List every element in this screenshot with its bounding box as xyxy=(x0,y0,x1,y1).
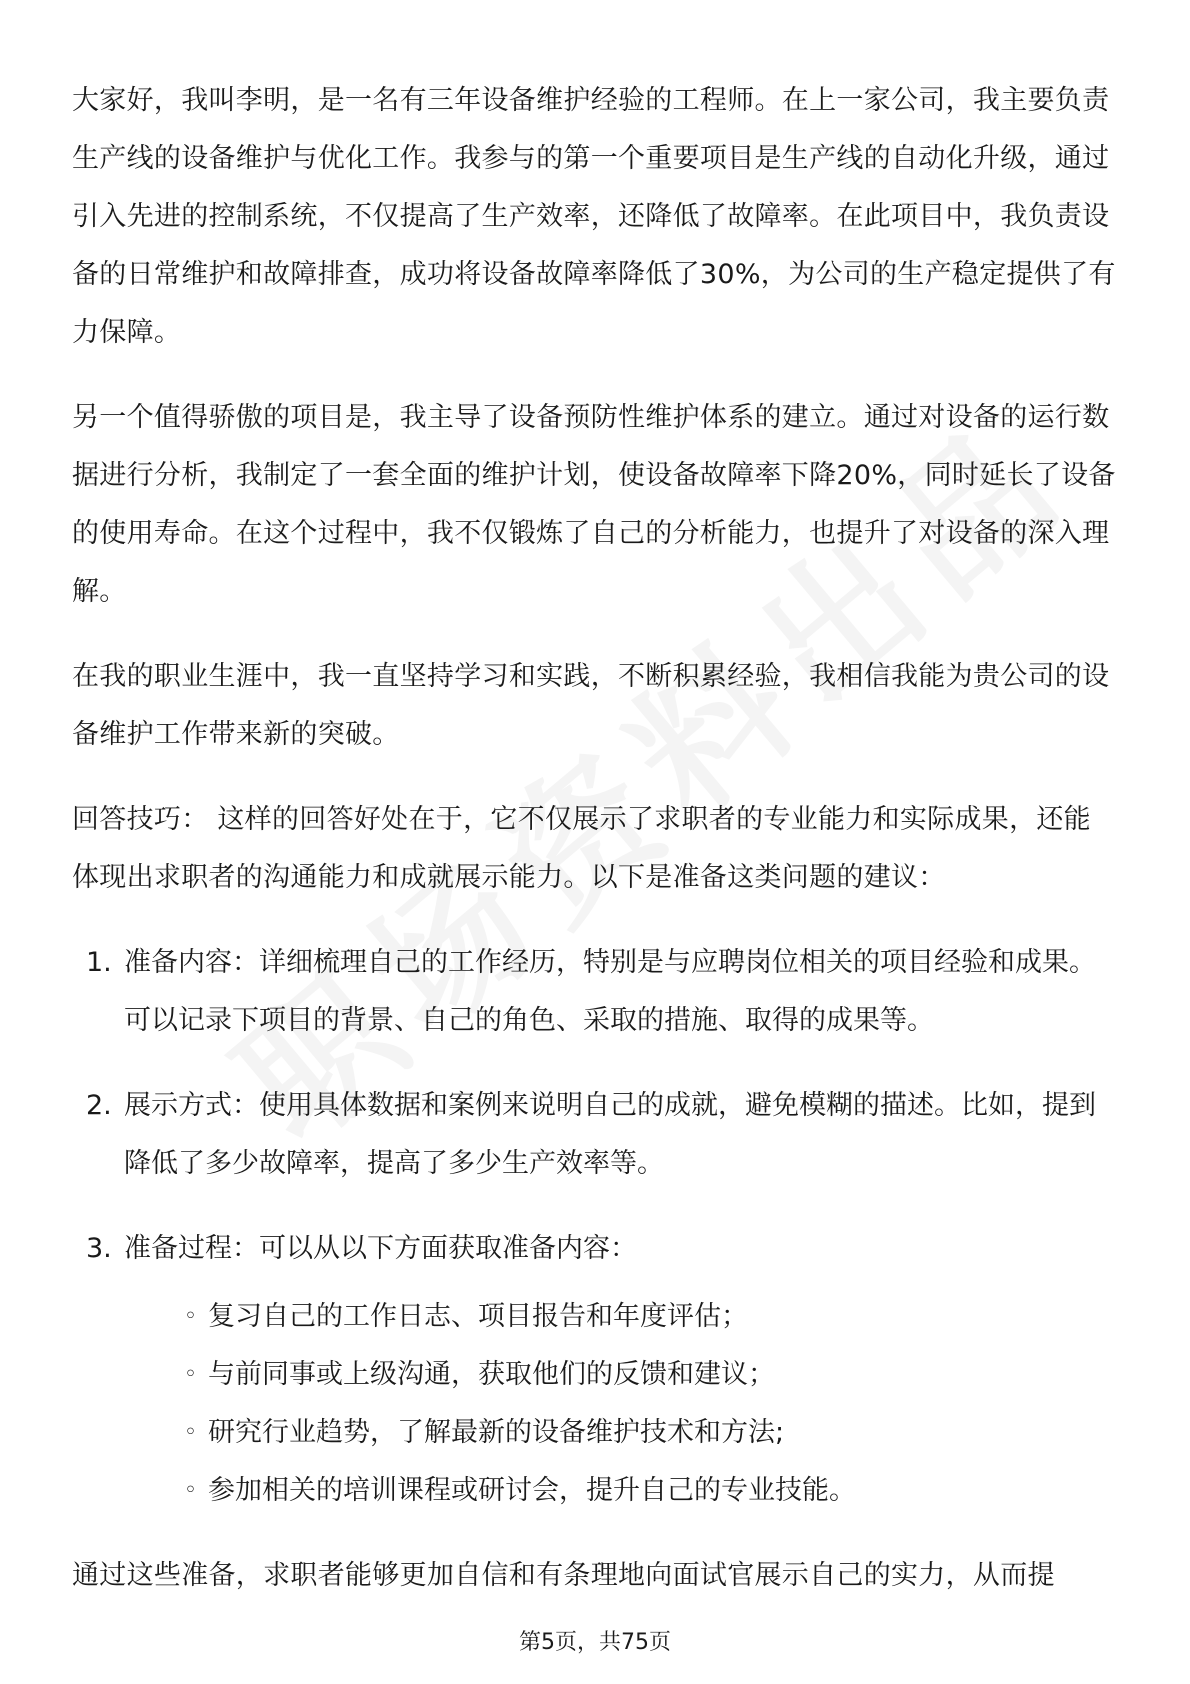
sub-list-item xyxy=(184,1404,1118,1462)
sub-list-item xyxy=(184,1462,1118,1520)
tip-number: 1. xyxy=(86,947,112,978)
sub-list xyxy=(124,1288,1118,1520)
page-number: 第5页，共75页 xyxy=(519,1630,671,1655)
sub-list-item xyxy=(184,1346,1118,1404)
tip-text: 准备过程：可以从以下方面获取准备内容： xyxy=(124,1233,637,1264)
tip-number: 3. xyxy=(86,1233,112,1264)
bullet-icon: ◦ xyxy=(184,1304,197,1329)
paragraph-tips-intro: 回答技巧： 这样的回答好处在于，它不仅展示了求职者的专业能力和实际成果，还能体现出求职者的沟通能力和成就展示能力。以下是准备这类问题的建议： xyxy=(72,804,1091,893)
sub-item-text: 与前同事或上级沟通，获取他们的反馈和建议； xyxy=(208,1359,775,1390)
tip-number: 2. xyxy=(86,1090,112,1121)
paragraph-project: 另一个值得骄傲的项目是，我主导了设备预防性维护体系的建立。通过对设备的运行数据进行分析，我制定了一套全面的维护计划，使设备故障率下降20%，同时延长了设备的使用寿命。在这个过程中，我不仅锻炼了自己的分析能力，也提升了对设备的深入理解。 xyxy=(72,402,1116,607)
paragraph-intro: 大家好，我叫李明，是一名有三年设备维护经验的工程师。在上一家公司，我主要负责生产线的设备维护与优化工作。我参与的第一个重要项目是生产线的自动化升级，通过引入先进的控制系统，不仅提高了生产效率，还降低了故障率。在此项目中，我负责设备的日常维护和故障排查，成功将设备故障率降低了30%，为公司的生产稳定提供了有力保障。 xyxy=(72,85,1116,348)
sub-item-text: 复习自己的工作日志、项目报告和年度评估； xyxy=(208,1301,748,1332)
paragraph-career: 在我的职业生涯中，我一直坚持学习和实践，不断积累经验，我相信我能为贵公司的设备维护工作带来新的突破。 xyxy=(72,661,1110,750)
tip-text: 展示方式：使用具体数据和案例来说明自己的成就，避免模糊的描述。比如，提到降低了多少故障率，提高了多少生产效率等。 xyxy=(124,1090,1096,1179)
tip-text: 准备内容：详细梳理自己的工作经历，特别是与应聘岗位相关的项目经验和成果。可以记录下项目的背景、自己的角色、采取的措施、取得的成果等。 xyxy=(124,947,1096,1036)
bullet-icon: ◦ xyxy=(184,1362,197,1387)
sub-item-text: 参加相关的培训课程或研讨会，提升自己的专业技能。 xyxy=(208,1475,856,1506)
paragraph-closing: 通过这些准备，求职者能够更加自信和有条理地向面试官展示自己的实力，从而提 xyxy=(72,1560,1055,1591)
tip-item xyxy=(72,1220,1118,1520)
bullet-icon: ◦ xyxy=(184,1478,197,1503)
tip-item xyxy=(72,934,1118,1050)
tip-item xyxy=(72,1077,1118,1193)
document-body xyxy=(72,72,1118,1632)
sub-item-text: 研究行业趋势，了解最新的设备维护技术和方法; xyxy=(208,1417,785,1448)
sub-list-item xyxy=(184,1288,1118,1346)
bullet-icon: ◦ xyxy=(184,1420,197,1445)
tips-list xyxy=(72,934,1118,1520)
